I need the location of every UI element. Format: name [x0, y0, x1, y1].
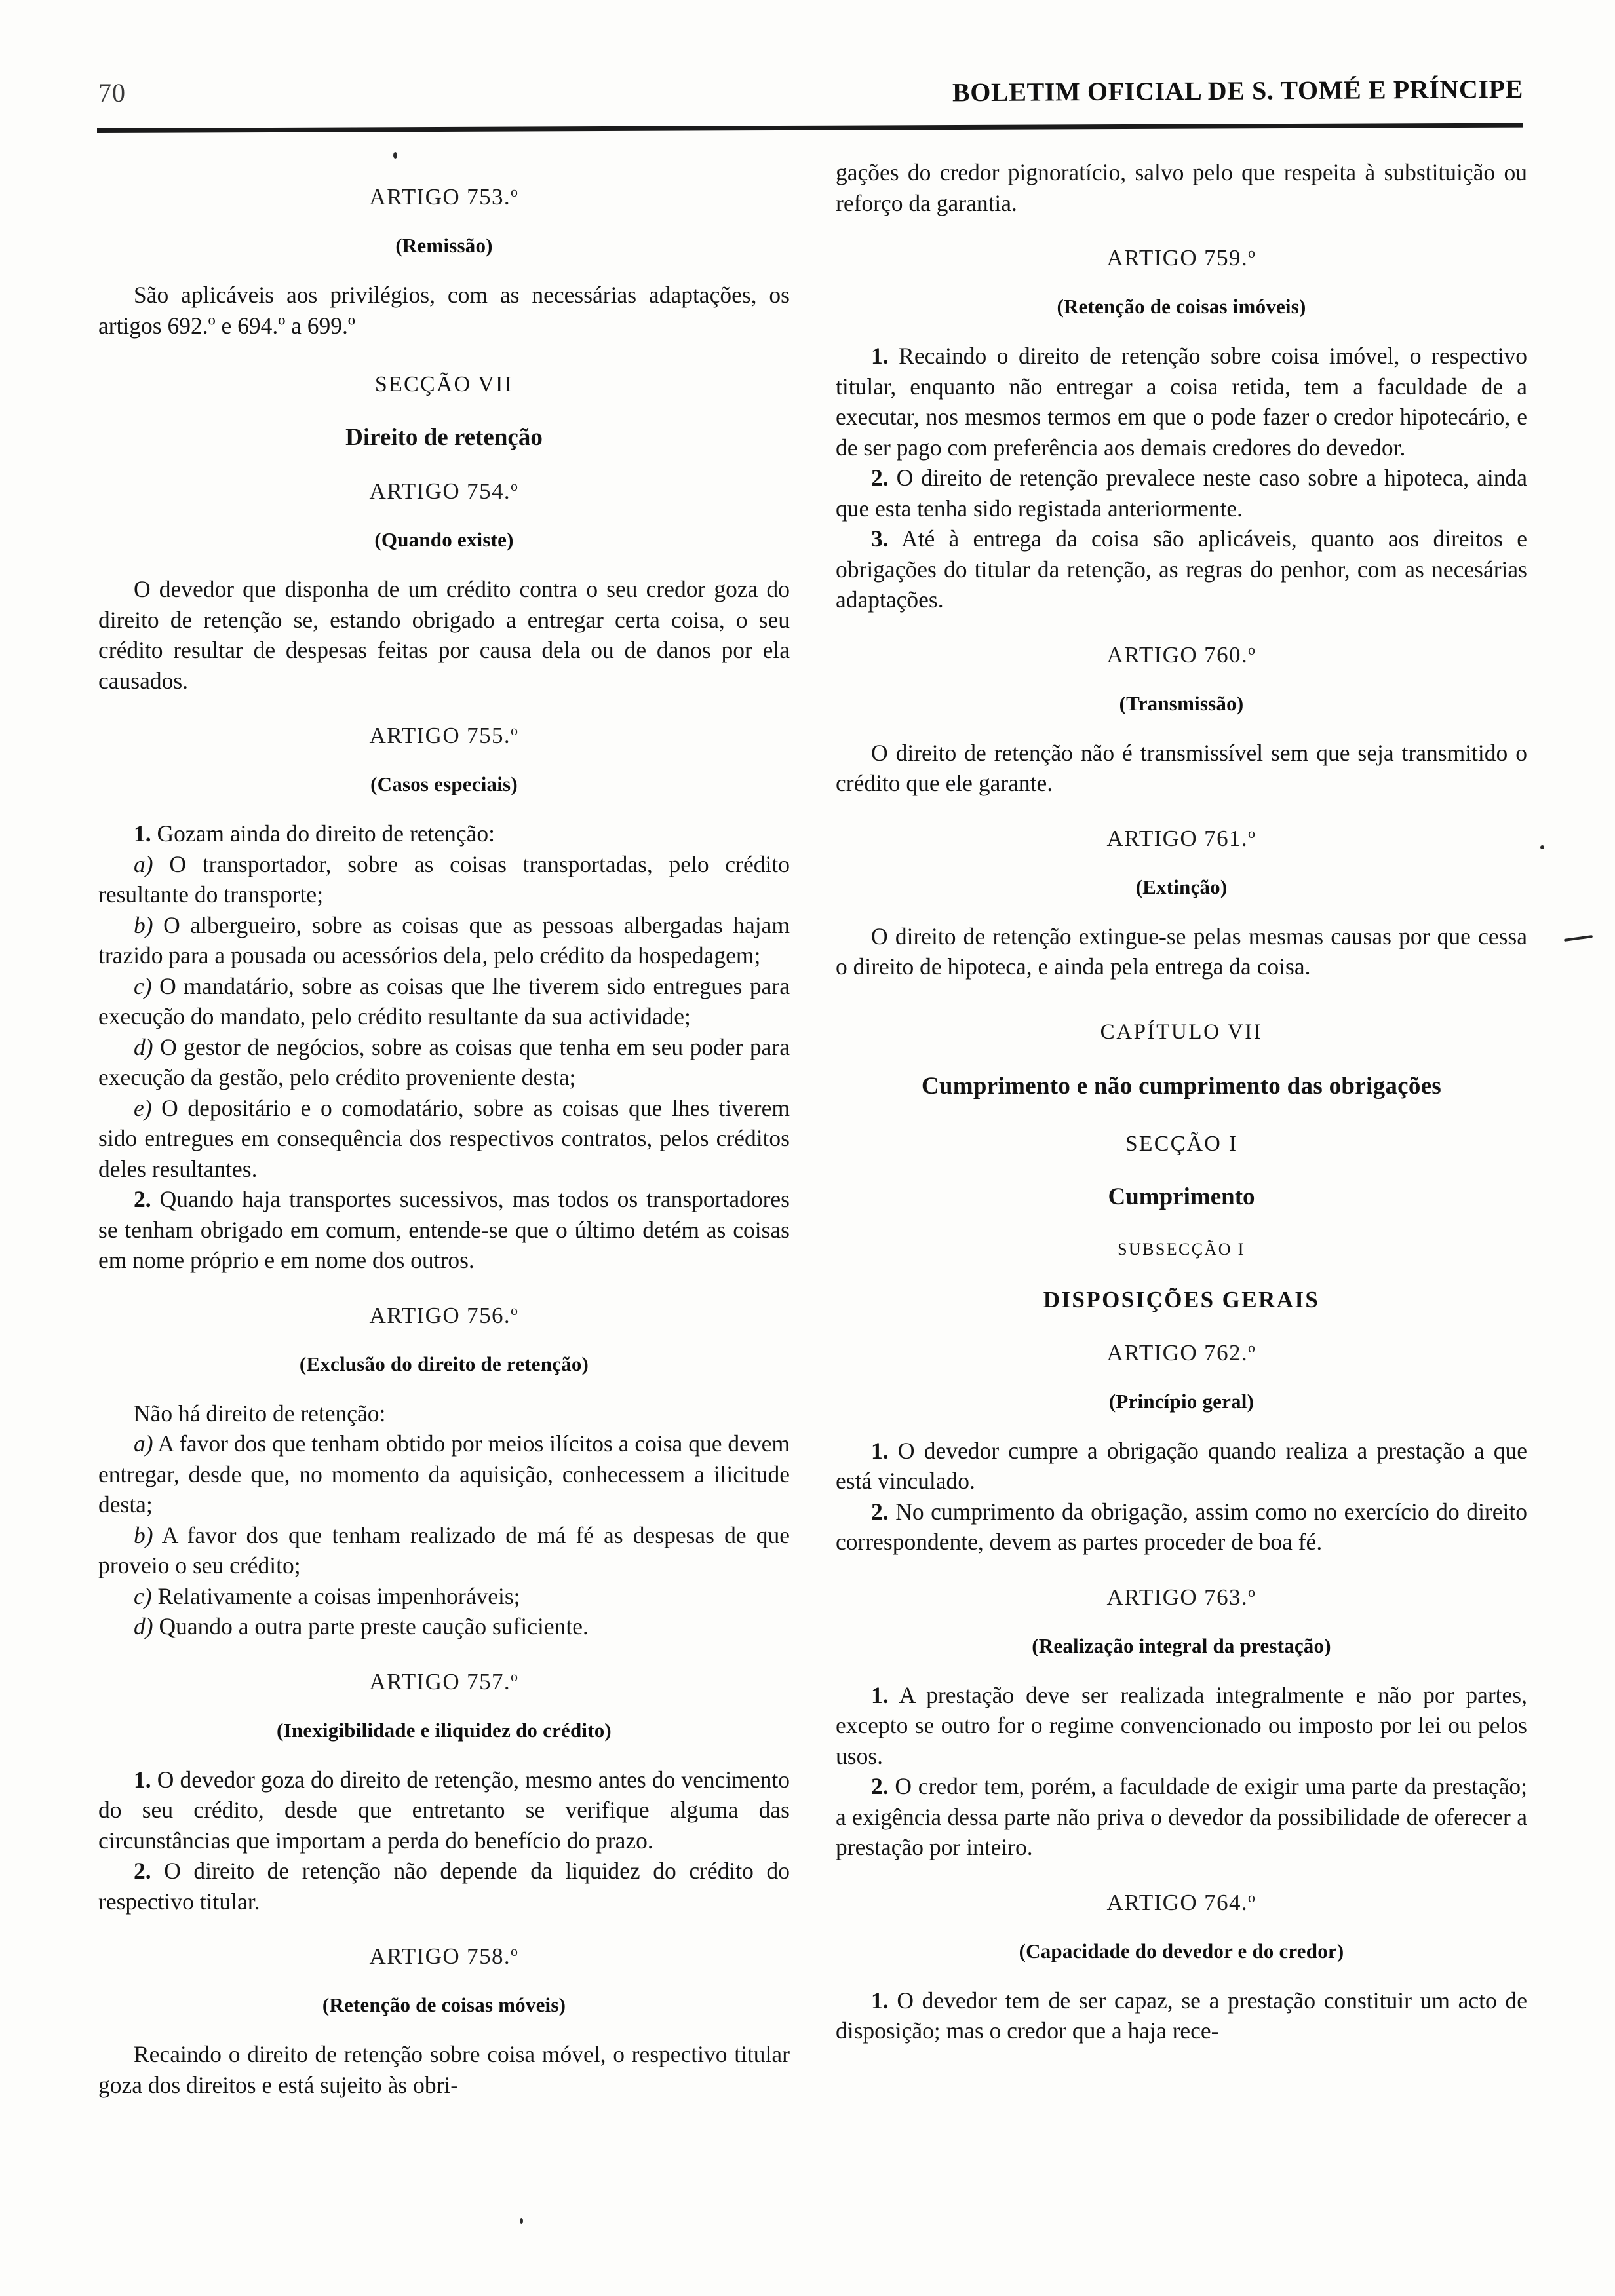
article-756-item-c: c) Relativamente a coisas impenhoráveis; — [134, 1582, 520, 1609]
article-758-epigraph: (Retenção de coisas móveis) — [322, 1993, 566, 2016]
article-758-body: Recaindo o direito de retenção sobre coisa móvel, o respectivo titular goza dos direitos e está sujeito às obri- — [98, 2041, 790, 2098]
article-759-item-3: 3. Até à entrega da coisa são aplicáveis, quanto aos direitos e obrigações do titular da retenção, as regras do penhor, com as necesárias adaptações. — [836, 526, 1527, 613]
article-759-epigraph: (Retenção de coisas imóveis) — [1057, 295, 1306, 318]
scan-speckle — [520, 2218, 523, 2224]
article-762-item-1: 1. O devedor cumpre a obrigação quando realiza a prestação a que está vinculado. — [836, 1437, 1527, 1494]
article-754-body: O devedor que disponha de um crédito contra o seu credor goza do direito de retenção se, estando obrigado a entregar certa coisa, o seu crédito resultar de despesas feitas por causa dela ou de danos por ela causados. — [98, 576, 790, 694]
article-755-item-c: c) O mandatário, sobre as coisas que lhe tiverem sido entregues para execução do mandato, pelo crédito resultante da sua actividade; — [98, 972, 790, 1029]
article-753-epigraph: (Remissão) — [395, 234, 493, 257]
article-760-body: O direito de retenção não é transmissível sem que seja transmitido o crédito que ele garante. — [836, 739, 1527, 796]
scan-speckle — [1540, 845, 1544, 849]
page-number: 70 — [98, 78, 126, 107]
article-757-number: ARTIGO 757.$^o$ — [369, 1668, 519, 1694]
article-760-number: ARTIGO 760.$^o$ — [1106, 641, 1256, 668]
article-754-number: ARTIGO 754.$^o$ — [369, 478, 519, 504]
article-756-item-d: d) Quando a outra parte preste caução suficiente. — [134, 1613, 589, 1639]
article-756-intro: Não há direito de retenção: — [134, 1400, 386, 1426]
two-column-body — [98, 157, 1527, 2100]
seccao-vii-label: SECÇÃO VII — [374, 372, 514, 396]
seccao-i-label: SECÇÃO I — [1125, 1131, 1238, 1156]
article-755-number: ARTIGO 755.$^o$ — [369, 722, 519, 748]
capitulo-vii-label: CAPÍTULO VII — [1100, 1020, 1263, 1044]
article-755-item-e: e) O depositário e o comodatário, sobre as coisas que lhes tiverem sido entregues em consequência dos respectivos contratos, pelos créditos deles resultantes. — [98, 1094, 790, 1182]
left-column — [98, 157, 790, 2100]
running-head — [98, 73, 1530, 113]
header-rule — [97, 123, 1523, 133]
article-753-body: São aplicáveis aos privilégios, com as necessárias adaptações, os artigos 692.º e 694.º a 699.º — [98, 282, 790, 339]
seccao-i-title: Cumprimento — [1108, 1183, 1255, 1210]
article-763-item-1: 1. A prestação deve ser realizada integralmente e não por partes, excepto se outro for o regime convencionado ou imposto por lei ou pelos usos. — [836, 1681, 1527, 1769]
article-762-epigraph: (Princípio geral) — [1108, 1389, 1255, 1413]
article-764-number: ARTIGO 764.$^o$ — [1106, 1888, 1256, 1915]
article-762-item-2: 2. No cumprimento da obrigação, assim como no exercício do direito correspondente, devem as partes proceder de boa fé. — [836, 1498, 1527, 1555]
article-758-number: ARTIGO 758.$^o$ — [369, 1943, 519, 1969]
article-757-item-2: 2. O direito de retenção não depende da liquidez do crédito do respectivo titular. — [98, 1858, 790, 1915]
article-759-item-2: 2. O direito de retenção prevalece neste caso sobre a hipoteca, ainda que esta tenha sido registada anteriormente. — [836, 465, 1527, 522]
article-759-item-1: 1. Recaindo o direito de retenção sobre coisa imóvel, o respectivo titular, enquanto não entregar a coisa retida, tem a faculdade de a executar, nos mesmos termos em que o pode fazer o credor hipotecário, e de ser pago com preferência aos demais credores do devedor. — [836, 343, 1527, 461]
disposicoes-gerais-title: DISPOSIÇÕES GERAIS — [1043, 1286, 1320, 1312]
article-761-number: ARTIGO 761.$^o$ — [1106, 824, 1256, 851]
article-755-item-d: d) O gestor de negócios, sobre as coisas que tenha em seu poder para execução da gestão, pelo crédito proveniente desta; — [98, 1033, 790, 1090]
article-764-epigraph: (Capacidade do devedor e do credor) — [1019, 1939, 1344, 1962]
scan-margin-mark — [1564, 935, 1593, 942]
article-763-epigraph: (Realização integral da prestação) — [1032, 1634, 1331, 1657]
article-761-epigraph: (Extinção) — [1135, 875, 1228, 898]
article-756-number: ARTIGO 756.$^o$ — [369, 1301, 519, 1328]
article-755-item-a: a) O transportador, sobre as coisas transportadas, pelo crédito resultante do transporte; — [98, 851, 790, 908]
article-753-number: ARTIGO 753.$^o$ — [369, 183, 519, 210]
article-758-continuation: gações do credor pignoratício, salvo pelo que respeita à substituição ou reforço da garantia. — [836, 159, 1527, 216]
publication-title: BOLETIM OFICIAL DE S. TOMÉ E PRÍNCIPE — [952, 74, 1524, 107]
seccao-vii-title: Direito de retenção — [345, 424, 543, 451]
capitulo-vii-title: Cumprimento e não cumprimento das obrigações — [921, 1072, 1442, 1100]
article-756-item-a: a) A favor dos que tenham obtido por meios ilícitos a coisa que devem entregar, desde que, no momento da aquisição, conhecessem a ilicitude desta; — [98, 1430, 790, 1518]
article-755-item-1: 1. Gozam ainda do direito de retenção: — [134, 820, 496, 847]
article-764-item-1: 1. O devedor tem de ser capaz, se a prestação constituir um acto de disposição; mas o credor que a haja rece- — [836, 1987, 1527, 2044]
article-756-epigraph: (Exclusão do direito de retenção) — [299, 1352, 589, 1375]
article-762-number: ARTIGO 762.$^o$ — [1106, 1339, 1256, 1366]
article-756-item-b: b) A favor dos que tenham realizado de má fé as despesas de que proveio o seu crédito; — [98, 1521, 790, 1578]
article-761-body: O direito de retenção extingue-se pelas mesmas causas por que cessa o direito de hipoteca, e ainda pela entrega da coisa. — [836, 923, 1527, 980]
article-759-number: ARTIGO 759.$^o$ — [1106, 244, 1256, 271]
article-757-item-1: 1. O devedor goza do direito de retenção, mesmo antes do vencimento do seu crédito, desde que entretanto se verifique alguma das circunstâncias que importam a perda do benefício do prazo. — [98, 1766, 790, 1854]
article-755-item-2: 2. Quando haja transportes sucessivos, mas todos os transportadores se tenham obrigado em comum, entende-se que o último detém as coisas em nome próprio e em nome dos outros. — [98, 1186, 790, 1273]
article-755-item-b: b) O albergueiro, sobre as coisas que as pessoas albergadas hajam trazido para a pousada ou acessórios dela, pelo crédito da hospedagem; — [98, 911, 790, 968]
right-column — [836, 157, 1527, 2100]
subseccao-i-label: SUBSECÇÃO I — [1118, 1239, 1245, 1259]
article-757-epigraph: (Inexigibilidade e iliquidez do crédito) — [277, 1718, 612, 1742]
article-763-number: ARTIGO 763.$^o$ — [1106, 1583, 1256, 1610]
article-763-item-2: 2. O credor tem, porém, a faculdade de exigir uma parte da prestação; a exigência dessa parte não priva o devedor da possibilidade de oferecer a prestação por inteiro. — [836, 1773, 1527, 1860]
article-755-epigraph: (Casos especiais) — [370, 773, 518, 795]
article-760-epigraph: (Transmissão) — [1119, 691, 1244, 715]
article-754-epigraph: (Quando existe) — [374, 528, 514, 551]
